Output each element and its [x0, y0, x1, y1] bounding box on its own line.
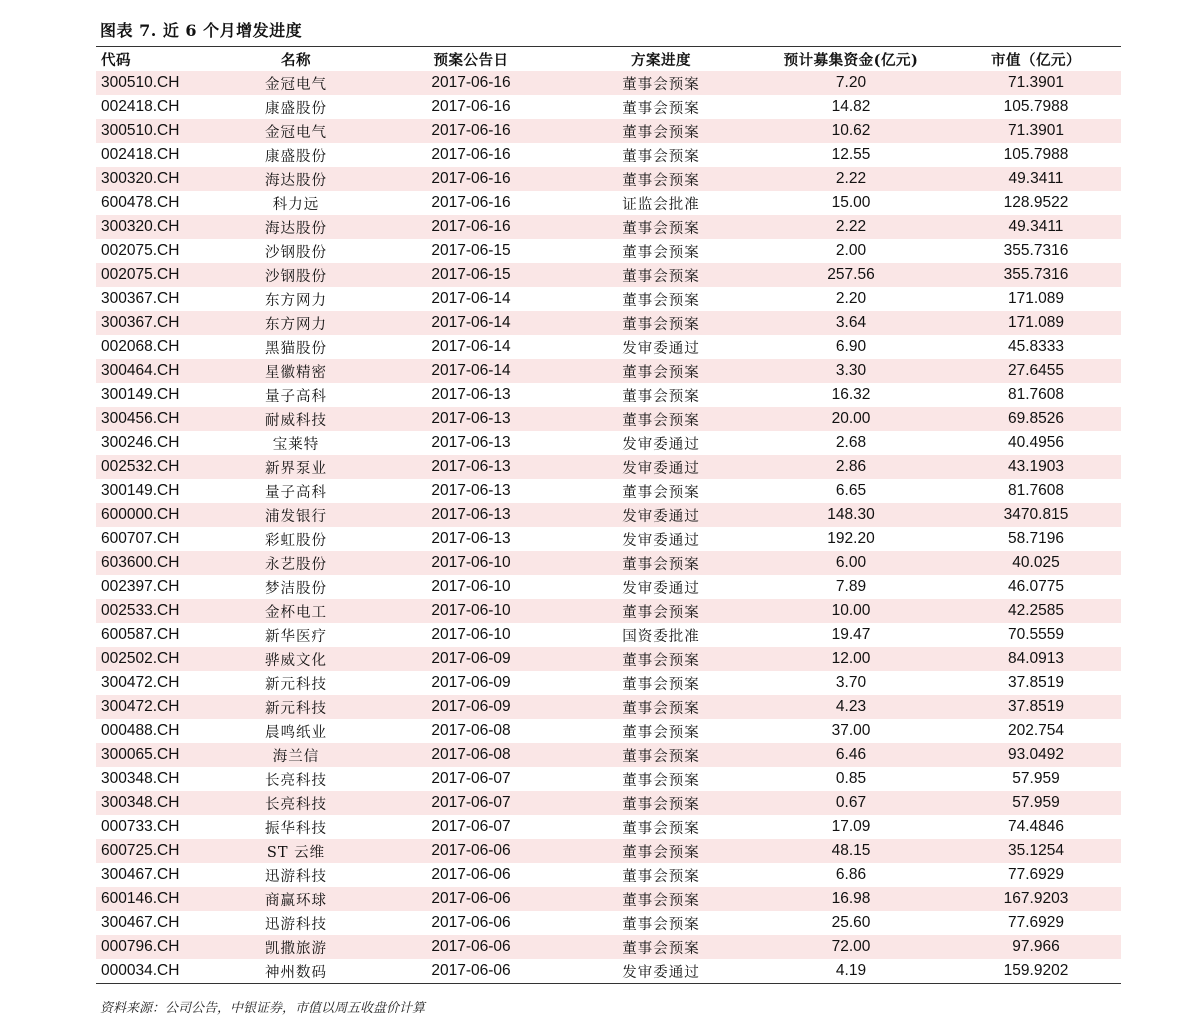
cell-market-cap: 84.0913 — [1007, 650, 1065, 667]
table-row — [96, 719, 1121, 743]
cell-name: 科力远 — [272, 196, 320, 213]
cell-name: 彩虹股份 — [265, 532, 327, 549]
cell-code: 300348.CH — [101, 794, 180, 811]
cell-progress: 董事会预案 — [622, 892, 700, 909]
cell-expected-funds: 14.82 — [831, 98, 871, 115]
cell-announce-date: 2017-06-09 — [431, 650, 511, 667]
cell-announce-date: 2017-06-06 — [431, 938, 511, 955]
cell-announce-date: 2017-06-08 — [431, 722, 511, 739]
cell-name: 黑猫股份 — [265, 340, 327, 357]
cell-name: 耐威科技 — [265, 412, 327, 429]
cell-market-cap: 69.8526 — [1007, 410, 1065, 427]
cell-code: 002397.CH — [101, 578, 180, 595]
cell-name: 新元科技 — [265, 676, 327, 693]
table-row — [96, 527, 1121, 551]
cell-code: 600707.CH — [101, 530, 180, 547]
cell-name: 梦洁股份 — [265, 580, 327, 597]
cell-announce-date: 2017-06-16 — [431, 122, 511, 139]
table-row — [96, 599, 1121, 623]
cell-code: 300464.CH — [101, 362, 180, 379]
cell-market-cap: 45.8333 — [1007, 338, 1065, 355]
table-row — [96, 503, 1121, 527]
table-row — [96, 743, 1121, 767]
cell-progress: 发审委通过 — [622, 532, 700, 549]
header-market-cap: 市值（亿元） — [991, 51, 1081, 69]
cell-name: 康盛股份 — [265, 100, 327, 117]
cell-expected-funds: 10.00 — [831, 602, 871, 619]
cell-announce-date: 2017-06-13 — [431, 410, 511, 427]
cell-announce-date: 2017-06-10 — [431, 578, 511, 595]
cell-progress: 发审委通过 — [622, 460, 700, 477]
table-row — [96, 359, 1121, 383]
cell-expected-funds: 2.22 — [835, 218, 867, 235]
cell-expected-funds: 12.55 — [831, 146, 871, 163]
cell-expected-funds: 20.00 — [831, 410, 871, 427]
cell-announce-date: 2017-06-07 — [431, 794, 511, 811]
table-row — [96, 287, 1121, 311]
table-row — [96, 551, 1121, 575]
table-body — [96, 71, 1121, 983]
header-code: 代码 — [101, 51, 131, 69]
table-row — [96, 263, 1121, 287]
cell-expected-funds: 257.56 — [827, 266, 875, 283]
cell-market-cap: 171.089 — [1007, 290, 1065, 307]
cell-market-cap: 77.6929 — [1007, 866, 1065, 883]
cell-announce-date: 2017-06-16 — [431, 146, 511, 163]
cell-market-cap: 105.7988 — [1003, 146, 1069, 163]
cell-market-cap: 58.7196 — [1007, 530, 1065, 547]
cell-progress: 发审委通过 — [622, 580, 700, 597]
cell-name: 海达股份 — [265, 220, 327, 237]
cell-expected-funds: 7.20 — [835, 74, 867, 91]
cell-announce-date: 2017-06-14 — [431, 290, 511, 307]
table-row — [96, 455, 1121, 479]
cell-name: 晨鸣纸业 — [265, 724, 327, 741]
cell-progress: 董事会预案 — [622, 940, 700, 957]
cell-announce-date: 2017-06-06 — [431, 914, 511, 931]
cell-market-cap: 43.1903 — [1007, 458, 1065, 475]
cell-announce-date: 2017-06-06 — [431, 962, 511, 979]
table-row — [96, 911, 1121, 935]
cell-market-cap: 70.5559 — [1007, 626, 1065, 643]
table-row — [96, 887, 1121, 911]
cell-code: 002075.CH — [101, 266, 180, 283]
cell-progress: 董事会预案 — [622, 292, 700, 309]
cell-expected-funds: 48.15 — [831, 842, 871, 859]
cell-expected-funds: 16.98 — [831, 890, 871, 907]
cell-progress: 董事会预案 — [622, 484, 700, 501]
cell-expected-funds: 3.70 — [835, 674, 867, 691]
cell-name: 量子高科 — [265, 484, 327, 501]
table-bottom-rule — [96, 983, 1121, 984]
cell-market-cap: 171.089 — [1007, 314, 1065, 331]
cell-announce-date: 2017-06-14 — [431, 338, 511, 355]
cell-code: 600478.CH — [101, 194, 180, 211]
cell-announce-date: 2017-06-10 — [431, 602, 511, 619]
cell-expected-funds: 4.19 — [835, 962, 867, 979]
cell-code: 300348.CH — [101, 770, 180, 787]
cell-market-cap: 46.0775 — [1007, 578, 1065, 595]
table-row — [96, 479, 1121, 503]
cell-expected-funds: 7.89 — [835, 578, 867, 595]
cell-announce-date: 2017-06-10 — [431, 554, 511, 571]
cell-market-cap: 49.3411 — [1008, 218, 1064, 235]
cell-name: 康盛股份 — [265, 148, 327, 165]
cell-expected-funds: 3.30 — [835, 362, 867, 379]
table-row — [96, 215, 1121, 239]
table-row — [96, 407, 1121, 431]
table-row — [96, 191, 1121, 215]
cell-market-cap: 40.025 — [1012, 554, 1060, 571]
cell-progress: 发审委通过 — [622, 964, 700, 981]
cell-code: 002502.CH — [101, 650, 180, 667]
cell-code: 002075.CH — [101, 242, 180, 259]
cell-code: 002068.CH — [101, 338, 180, 355]
cell-announce-date: 2017-06-16 — [431, 74, 511, 91]
cell-code: 000034.CH — [101, 962, 180, 979]
table-row — [96, 623, 1121, 647]
cell-announce-date: 2017-06-06 — [431, 890, 511, 907]
cell-name: 新华医疗 — [265, 628, 327, 645]
cell-code: 300367.CH — [101, 290, 180, 307]
cell-name: 振华科技 — [265, 820, 327, 837]
cell-progress: 董事会预案 — [622, 412, 700, 429]
header-announce-date: 预案公告日 — [433, 51, 509, 69]
cell-announce-date: 2017-06-06 — [431, 866, 511, 883]
source-note: 资料来源：公司公告，中银证券，市值以周五收盘价计算 — [100, 1001, 426, 1016]
cell-progress: 董事会预案 — [622, 772, 700, 789]
table-row — [96, 239, 1121, 263]
cell-expected-funds: 2.68 — [835, 434, 867, 451]
cell-progress: 董事会预案 — [622, 868, 700, 885]
issuance-table — [96, 46, 1121, 984]
cell-expected-funds: 16.32 — [831, 386, 871, 403]
cell-market-cap: 42.2585 — [1007, 602, 1065, 619]
cell-code: 300472.CH — [101, 674, 180, 691]
cell-code: 000488.CH — [101, 722, 180, 739]
cell-name: 量子高科 — [265, 388, 327, 405]
table-row — [96, 791, 1121, 815]
cell-expected-funds: 6.46 — [835, 746, 867, 763]
cell-progress: 董事会预案 — [622, 268, 700, 285]
cell-name: 新元科技 — [265, 700, 327, 717]
table-row — [96, 383, 1121, 407]
table-row — [96, 839, 1121, 863]
cell-name: 商赢环球 — [265, 892, 327, 909]
table-row — [96, 311, 1121, 335]
table-row — [96, 815, 1121, 839]
cell-market-cap: 57.959 — [1012, 794, 1060, 811]
cell-name: 沙钢股份 — [265, 244, 327, 261]
cell-name: 新界泵业 — [265, 460, 327, 477]
cell-progress: 董事会预案 — [622, 100, 700, 117]
cell-name: 海兰信 — [272, 748, 320, 765]
cell-announce-date: 2017-06-13 — [431, 482, 511, 499]
cell-announce-date: 2017-06-09 — [431, 674, 511, 691]
cell-market-cap: 37.8519 — [1007, 698, 1065, 715]
cell-market-cap: 355.7316 — [1003, 266, 1069, 283]
cell-market-cap: 97.966 — [1012, 938, 1060, 955]
figure-title: 图表 7. 近 6 个月增发进度 — [100, 21, 303, 40]
cell-market-cap: 3470.815 — [1003, 506, 1069, 523]
cell-code: 300467.CH — [101, 866, 180, 883]
cell-expected-funds: 2.86 — [835, 458, 867, 475]
cell-announce-date: 2017-06-16 — [431, 218, 511, 235]
cell-announce-date: 2017-06-13 — [431, 458, 511, 475]
table-row — [96, 119, 1121, 143]
cell-code: 300320.CH — [101, 218, 180, 235]
table-row — [96, 143, 1121, 167]
cell-code: 300456.CH — [101, 410, 180, 427]
cell-expected-funds: 15.00 — [831, 194, 871, 211]
cell-market-cap: 37.8519 — [1007, 674, 1065, 691]
cell-name: 骅威文化 — [265, 652, 327, 669]
cell-announce-date: 2017-06-10 — [431, 626, 511, 643]
cell-announce-date: 2017-06-13 — [431, 434, 511, 451]
cell-name: 东方网力 — [265, 316, 327, 333]
cell-progress: 董事会预案 — [622, 652, 700, 669]
cell-progress: 董事会预案 — [622, 220, 700, 237]
cell-name: 金冠电气 — [265, 76, 327, 93]
cell-progress: 董事会预案 — [622, 148, 700, 165]
cell-code: 300472.CH — [101, 698, 180, 715]
cell-code: 300467.CH — [101, 914, 180, 931]
cell-market-cap: 93.0492 — [1007, 746, 1065, 763]
table-row — [96, 935, 1121, 959]
cell-announce-date: 2017-06-08 — [431, 746, 511, 763]
table-header-row — [96, 47, 1121, 71]
cell-expected-funds: 6.90 — [835, 338, 867, 355]
cell-expected-funds: 3.64 — [835, 314, 867, 331]
cell-expected-funds: 2.00 — [835, 242, 867, 259]
cell-market-cap: 355.7316 — [1003, 242, 1069, 259]
cell-name: 凯撒旅游 — [265, 940, 327, 957]
cell-expected-funds: 17.09 — [831, 818, 871, 835]
cell-progress: 董事会预案 — [622, 604, 700, 621]
cell-market-cap: 202.754 — [1007, 722, 1065, 739]
cell-progress: 董事会预案 — [622, 724, 700, 741]
cell-progress: 董事会预案 — [622, 796, 700, 813]
header-expected-funds: 预计募集资金(亿元) — [783, 51, 919, 69]
cell-progress: 董事会预案 — [622, 700, 700, 717]
cell-progress: 发审委通过 — [622, 508, 700, 525]
table-row — [96, 95, 1121, 119]
header-progress: 方案进度 — [631, 51, 691, 69]
table-row — [96, 335, 1121, 359]
table-row — [96, 71, 1121, 95]
cell-code: 603600.CH — [101, 554, 180, 571]
cell-announce-date: 2017-06-15 — [431, 242, 511, 259]
cell-expected-funds: 6.86 — [835, 866, 867, 883]
cell-name: 长亮科技 — [265, 796, 327, 813]
cell-code: 300320.CH — [101, 170, 180, 187]
cell-name: 浦发银行 — [265, 508, 327, 525]
cell-expected-funds: 2.20 — [835, 290, 867, 307]
cell-name: 永艺股份 — [265, 556, 327, 573]
cell-announce-date: 2017-06-13 — [431, 530, 511, 547]
cell-market-cap: 81.7608 — [1007, 386, 1065, 403]
cell-code: 600000.CH — [101, 506, 180, 523]
cell-announce-date: 2017-06-07 — [431, 770, 511, 787]
cell-code: 300367.CH — [101, 314, 180, 331]
cell-announce-date: 2017-06-06 — [431, 842, 511, 859]
table-row — [96, 863, 1121, 887]
cell-announce-date: 2017-06-14 — [431, 314, 511, 331]
cell-name: 海达股份 — [265, 172, 327, 189]
cell-progress: 国资委批准 — [622, 628, 700, 645]
cell-expected-funds: 25.60 — [831, 914, 871, 931]
cell-progress: 发审委通过 — [622, 340, 700, 357]
table-row — [96, 671, 1121, 695]
cell-code: 600725.CH — [101, 842, 180, 859]
cell-progress: 董事会预案 — [622, 388, 700, 405]
cell-announce-date: 2017-06-13 — [431, 386, 511, 403]
cell-progress: 董事会预案 — [622, 916, 700, 933]
cell-name: 沙钢股份 — [265, 268, 327, 285]
cell-code: 600587.CH — [101, 626, 180, 643]
cell-name: 星徽精密 — [265, 364, 327, 381]
cell-expected-funds: 37.00 — [831, 722, 871, 739]
cell-market-cap: 81.7608 — [1007, 482, 1065, 499]
cell-code: 300149.CH — [101, 386, 180, 403]
table-row — [96, 695, 1121, 719]
table-row — [96, 767, 1121, 791]
cell-announce-date: 2017-06-13 — [431, 506, 511, 523]
cell-market-cap: 71.3901 — [1007, 122, 1065, 139]
cell-code: 300149.CH — [101, 482, 180, 499]
cell-expected-funds: 0.85 — [835, 770, 867, 787]
cell-name: 迅游科技 — [265, 868, 327, 885]
cell-market-cap: 105.7988 — [1003, 98, 1069, 115]
cell-progress: 董事会预案 — [622, 172, 700, 189]
cell-code: 300065.CH — [101, 746, 180, 763]
cell-market-cap: 27.6455 — [1007, 362, 1065, 379]
cell-progress: 证监会批准 — [622, 196, 700, 213]
cell-code: 002532.CH — [101, 458, 180, 475]
cell-name: 金杯电工 — [265, 604, 327, 621]
cell-announce-date: 2017-06-14 — [431, 362, 511, 379]
cell-progress: 董事会预案 — [622, 556, 700, 573]
table-row — [96, 647, 1121, 671]
cell-market-cap: 128.9522 — [1003, 194, 1069, 211]
table-row — [96, 431, 1121, 455]
cell-progress: 董事会预案 — [622, 748, 700, 765]
cell-expected-funds: 12.00 — [831, 650, 871, 667]
cell-market-cap: 57.959 — [1012, 770, 1060, 787]
cell-progress: 董事会预案 — [622, 676, 700, 693]
cell-code: 300510.CH — [101, 74, 180, 91]
cell-progress: 董事会预案 — [622, 364, 700, 381]
cell-expected-funds: 72.00 — [831, 938, 871, 955]
cell-market-cap: 159.9202 — [1003, 962, 1069, 979]
cell-code: 300510.CH — [101, 122, 180, 139]
cell-progress: 董事会预案 — [622, 124, 700, 141]
cell-expected-funds: 0.67 — [835, 794, 867, 811]
cell-name: 宝莱特 — [272, 436, 320, 453]
cell-expected-funds: 10.62 — [831, 122, 871, 139]
cell-progress: 董事会预案 — [622, 76, 700, 93]
cell-expected-funds: 192.20 — [827, 530, 875, 547]
cell-expected-funds: 148.30 — [827, 506, 875, 523]
cell-code: 000796.CH — [101, 938, 180, 955]
cell-announce-date: 2017-06-09 — [431, 698, 511, 715]
cell-progress: 董事会预案 — [622, 316, 700, 333]
table-row — [96, 167, 1121, 191]
cell-announce-date: 2017-06-07 — [431, 818, 511, 835]
cell-announce-date: 2017-06-15 — [431, 266, 511, 283]
cell-code: 002418.CH — [101, 98, 180, 115]
cell-expected-funds: 6.65 — [835, 482, 867, 499]
cell-code: 002418.CH — [101, 146, 180, 163]
cell-market-cap: 49.3411 — [1008, 170, 1064, 187]
cell-code: 600146.CH — [101, 890, 180, 907]
cell-name: 东方网力 — [265, 292, 327, 309]
cell-expected-funds: 6.00 — [835, 554, 867, 571]
cell-expected-funds: 2.22 — [835, 170, 867, 187]
cell-code: 300246.CH — [101, 434, 180, 451]
cell-name: 神州数码 — [265, 964, 327, 981]
cell-market-cap: 71.3901 — [1007, 74, 1065, 91]
cell-expected-funds: 4.23 — [835, 698, 867, 715]
cell-progress: 董事会预案 — [622, 244, 700, 261]
cell-market-cap: 167.9203 — [1003, 890, 1069, 907]
cell-announce-date: 2017-06-16 — [431, 98, 511, 115]
table-row — [96, 959, 1121, 983]
cell-progress: 董事会预案 — [622, 820, 700, 837]
cell-expected-funds: 19.47 — [831, 626, 871, 643]
header-name: 名称 — [281, 51, 311, 69]
cell-code: 000733.CH — [101, 818, 180, 835]
cell-name: 迅游科技 — [265, 916, 327, 933]
cell-code: 002533.CH — [101, 602, 180, 619]
cell-announce-date: 2017-06-16 — [431, 170, 511, 187]
cell-announce-date: 2017-06-16 — [431, 194, 511, 211]
cell-name: ST 云维 — [266, 844, 326, 861]
cell-progress: 发审委通过 — [622, 436, 700, 453]
cell-market-cap: 40.4956 — [1007, 434, 1065, 451]
cell-name: 金冠电气 — [265, 124, 327, 141]
cell-progress: 董事会预案 — [622, 844, 700, 861]
cell-market-cap: 35.1254 — [1007, 842, 1065, 859]
table-row — [96, 575, 1121, 599]
cell-market-cap: 77.6929 — [1007, 914, 1065, 931]
cell-name: 长亮科技 — [265, 772, 327, 789]
cell-market-cap: 74.4846 — [1007, 818, 1065, 835]
